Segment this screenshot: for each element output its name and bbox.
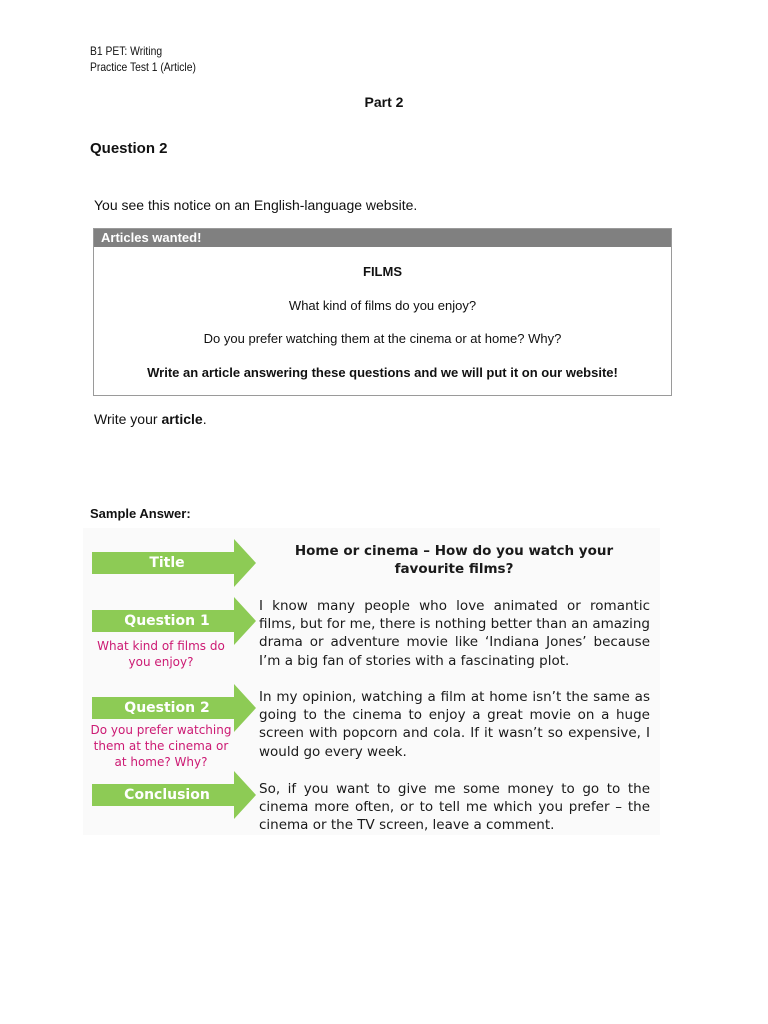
answer-paragraph-3: So, if you want to give me some money to go to the cinema more often, or to tell me which you prefer – the cinema or the TV screen, leave a comment. [259, 781, 650, 834]
document-header-line-2: Practice Test 1 (Article) [90, 60, 196, 74]
notice-box [93, 228, 672, 396]
write-task-suffix: . [202, 411, 207, 427]
notice-question-1: What kind of films do you enjoy? [288, 298, 477, 313]
notice-title: FILMS [363, 264, 402, 279]
task-instruction: You see this notice on an English-language website. [94, 197, 418, 213]
write-task [94, 411, 207, 427]
write-task-prefix: Write your [94, 411, 162, 427]
notice-header: Articles wanted! [94, 229, 671, 247]
notice-question-2: Do you prefer watching them at the cinema or at home? Why? [203, 331, 562, 346]
conclusion-arrow-label: Conclusion [124, 787, 210, 803]
question-2-note: Do you prefer watching them at the cinema or at home? Why? [90, 723, 232, 769]
document-header-line-1: B1 PET: Writing [90, 44, 163, 58]
notice-instruction: Write an article answering these questions and we will put it on our website! [147, 365, 618, 380]
question-2-arrow-label: Question 2 [124, 700, 210, 716]
part-title: Part 2 [364, 94, 404, 110]
answer-title: Home or cinema – How do you watch your favourite films? [294, 543, 614, 578]
question-1-note: What kind of films do you enjoy? [97, 639, 225, 669]
answer-paragraph-2: In my opinion, watching a film at home isn’t the same as going to the cinema to enjoy a great movie on a huge screen with popcorn and cola. If it wasn’t so expensive, I would go every week. [259, 689, 650, 760]
question-1-arrow-label: Question 1 [124, 613, 210, 629]
write-task-bold: article [161, 411, 203, 427]
answer-paragraph-1: I know many people who love animated or romantic films, but for me, there is nothing better than an amazing drama or adventure movie like ‘Indiana Jones’ because I’m a big fan of stories with a fascinating plot. [259, 598, 650, 669]
conclusion-arrow [92, 771, 256, 819]
title-arrow [92, 539, 256, 587]
sample-answer-label: Sample Answer: [90, 506, 191, 521]
title-arrow-label: Title [149, 555, 185, 571]
question-heading: Question 2 [90, 140, 168, 157]
